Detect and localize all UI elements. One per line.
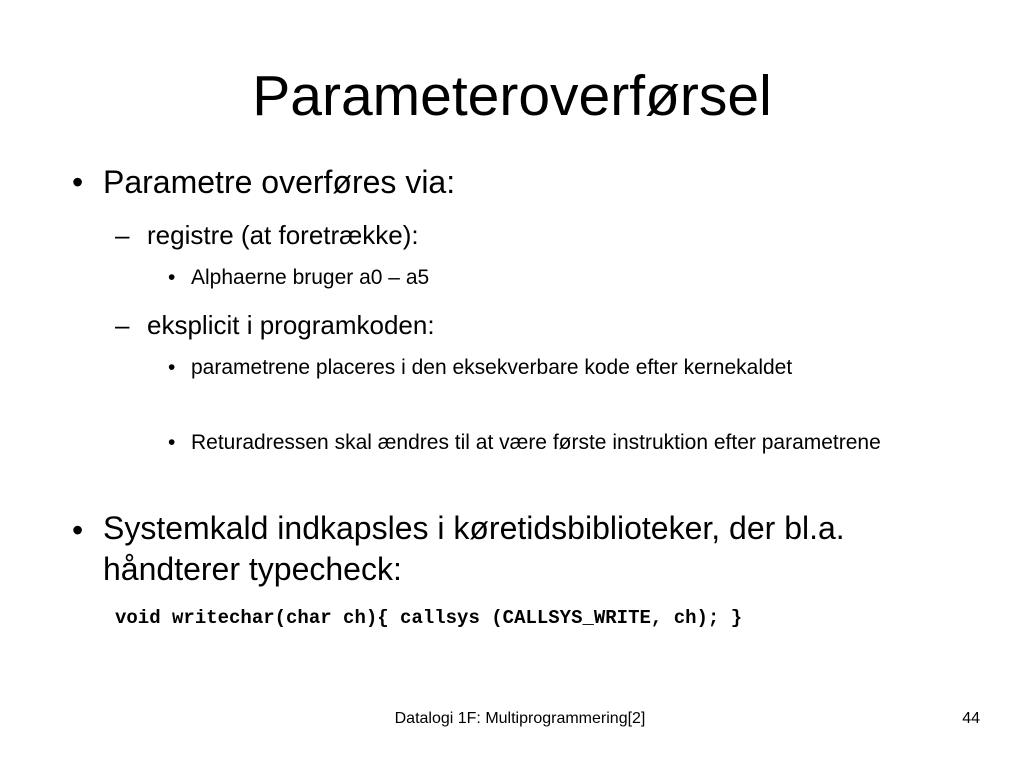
- bullet-icon: •: [72, 512, 84, 548]
- bullet-text: Parametre overføres via:: [103, 164, 456, 200]
- sub-sub-bullet-text: Returadressen skal ændres til at være første instruktion efter parametrene: [191, 431, 881, 454]
- page-number: 44: [962, 710, 980, 727]
- dash-icon: –: [115, 220, 130, 250]
- bullet-icon: •: [168, 266, 176, 289]
- code-snippet: void writechar(char ch){ callsys (CALLSYS_WRITE, ch); }: [115, 607, 743, 629]
- bullet-text: Systemkald indkapsles i køretidsbiblioteker, der bl.a. håndterer typecheck:: [103, 510, 845, 587]
- footer-course: Datalogi 1F: Multiprogrammering[2]: [394, 710, 646, 727]
- bullet-icon: •: [168, 431, 176, 454]
- bullet-icon: •: [168, 356, 176, 379]
- slide-title: Parameteroverførsel: [252, 64, 772, 128]
- sub-bullet-text: registre (at foretrække):: [147, 220, 419, 250]
- sub-sub-bullet-text: parametrene placeres i den eksekverbare kode efter kernekaldet: [191, 356, 793, 379]
- bullet-icon: •: [72, 164, 84, 200]
- sub-sub-bullet-text: Alphaerne bruger a0 – a5: [191, 266, 430, 289]
- sub-bullet-text: eksplicit i programkoden:: [147, 310, 435, 340]
- dash-icon: –: [115, 310, 130, 340]
